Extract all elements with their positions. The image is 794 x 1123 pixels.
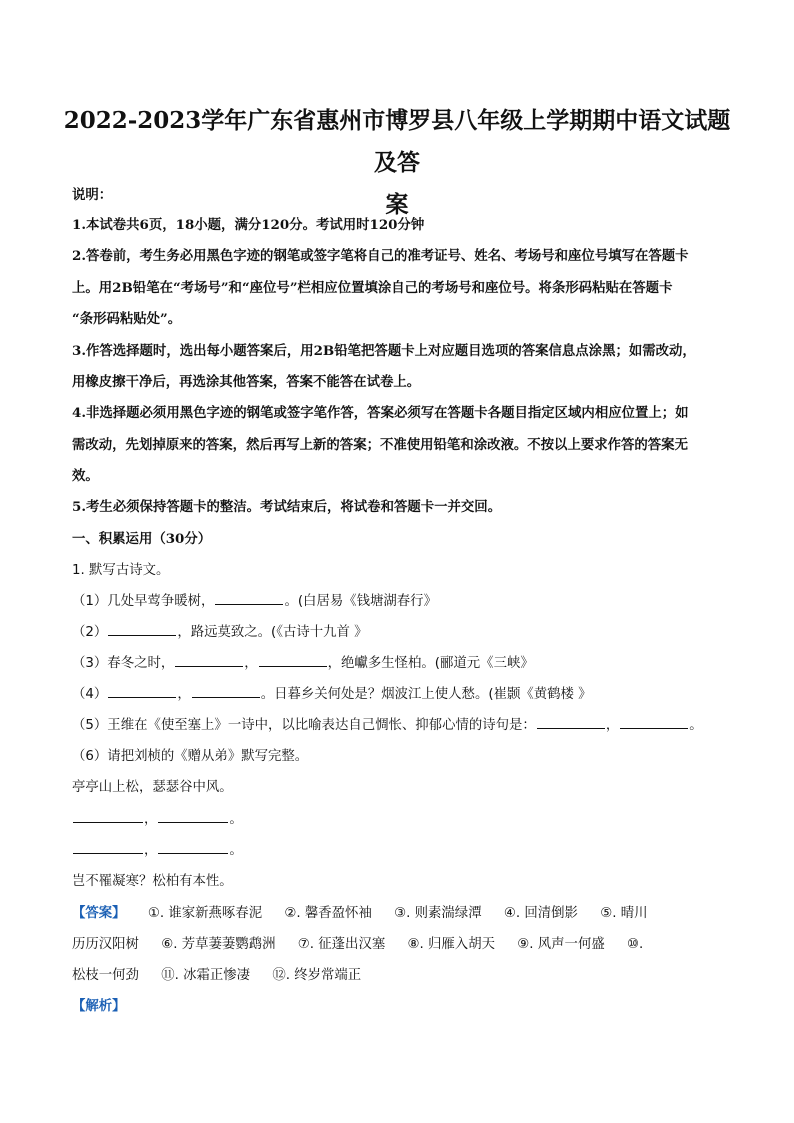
answer-item: ④. 回清倒影 (503, 906, 578, 921)
poem-line-1: 亭亭山上松，瑟瑟谷中风。 (72, 780, 233, 795)
fill-blank (73, 841, 143, 854)
fill-blank (259, 654, 327, 667)
answer-item: ①. 谁家新燕啄春泥 (147, 906, 263, 921)
blank-separator: ， (144, 843, 158, 858)
poem-blank-line-2 (72, 841, 722, 861)
fill-blank (158, 810, 228, 823)
question-1-part-5 (72, 716, 722, 736)
part-4-suffix: 。日暮乡关何处是？烟波江上使人愁。(崔颢《黄鹤楼 》 (260, 687, 592, 702)
part-5-prefix: （5）王维在《使至塞上》一诗中，以比喻表达自己惆怅、抑郁心情的诗句是： (72, 718, 536, 733)
blank-end: 。 (229, 812, 243, 827)
answer-item: ⑧. 归雁入胡天 (407, 937, 495, 952)
fill-blank (108, 623, 176, 636)
fill-blank (108, 685, 176, 698)
fill-blank (158, 841, 228, 854)
question-1-part-4 (72, 685, 722, 705)
question-1-part-6: （6）请把刘桢的《赠从弟》默写完整。 (72, 749, 309, 764)
instruction-2a: 2.答卷前，考生务必用黑色字迹的钢笔或签字笔将自己的准考证号、姓名、考场号和座位号填写在答题卡 (72, 248, 689, 264)
instruction-2b: 上。用2B铅笔在“考场号”和“座位号”栏相应位置填涂自己的考场号和座位号。将条形码粘贴在答题卡 (72, 280, 673, 296)
answer-item: ⑩. (627, 937, 644, 952)
answer-item: 松枝一何劲 (72, 968, 139, 983)
answer-item: ③. 则素湍绿潭 (394, 906, 482, 921)
part-5-separator: ， (605, 718, 620, 733)
part-1-suffix: 。(白居易《钱塘湖春行》 (284, 594, 437, 609)
part-2-prefix: （2） (72, 625, 108, 640)
answer-item: ⑨. 风声一何盛 (517, 937, 605, 952)
part-4-prefix: （4） (72, 687, 108, 702)
question-1-part-1 (72, 592, 722, 612)
answer-line-3 (72, 966, 722, 986)
part-3-suffix: ，绝巘多生怪柏。(郦道元《三峡》 (327, 656, 534, 671)
answer-line-1 (72, 904, 722, 924)
instruction-3a: 3.作答选择题时，选出每小题答案后，用2B铅笔把答题卡上对应题目选项的答案信息点涂黑；如需改动， (72, 343, 696, 359)
question-1-part-2 (72, 623, 722, 643)
answer-item: ②. 馨香盈怀袖 (284, 906, 372, 921)
title-line-1: 2022-2023学年广东省惠州市博罗县八年级上学期期中语文试题及答 (63, 107, 731, 176)
fill-blank (537, 716, 605, 729)
instruction-2c: “条形码粘贴处”。 (72, 311, 182, 327)
instruction-3b: 用橡皮擦干净后，再选涂其他答案，答案不能答在试卷上。 (72, 374, 421, 390)
answer-item: ⑥. 芳草萋萋鹦鹉洲 (161, 937, 276, 952)
answer-tag: 【答案】 (72, 906, 126, 921)
fill-blank (215, 592, 283, 605)
analysis-tag: 【解析】 (72, 999, 126, 1014)
instruction-5: 5.考生必须保持答题卡的整洁。考试结束后，将试卷和答题卡一并交回。 (72, 499, 502, 515)
question-1-part-3 (72, 654, 722, 674)
poem-blank-line-1 (72, 810, 722, 830)
instruction-4a: 4.非选择题必须用黑色字迹的钢笔或签字笔作答，答案必须写在答题卡各题目指定区域内相应位置上；如 (72, 405, 689, 421)
page-title (60, 100, 734, 226)
answer-item: ⑫. 终岁常端正 (272, 968, 362, 983)
fill-blank (175, 654, 243, 667)
blank-separator: ， (144, 812, 158, 827)
title-line-2: 案 (385, 191, 409, 218)
poem-line-last: 岂不罹凝寒？松柏有本性。 (72, 874, 233, 889)
part-3-separator: ， (244, 656, 258, 671)
section-heading: 一、积累运用（30分） (72, 531, 212, 547)
instruction-1: 1.本试卷共6页，18小题，满分120分。考试用时120分钟 (72, 217, 425, 233)
instruction-4c: 效。 (72, 468, 99, 484)
answer-item: 历历汉阳树 (72, 937, 139, 952)
answer-item: ⑪. 冰霜正惨凄 (161, 968, 251, 983)
part-1-prefix: （1）几处早莺争暖树， (72, 594, 215, 609)
answer-item: ⑤. 晴川 (600, 906, 648, 921)
instructions-heading: 说明： (72, 187, 113, 203)
part-4-separator: ， (177, 687, 191, 702)
part-5-suffix: 。 (689, 718, 703, 733)
answer-item: ⑦. 征蓬出汉塞 (297, 937, 386, 952)
question-1-stem: 1. 默写古诗文。 (72, 563, 170, 578)
answer-line-2 (72, 935, 722, 955)
part-2-suffix: ，路远莫致之。(《古诗十九首 》 (177, 625, 368, 640)
blank-end: 。 (229, 843, 243, 858)
analysis-line (72, 997, 722, 1017)
instruction-4b: 需改动，先划掉原来的答案，然后再写上新的答案；不准使用铅笔和涂改液。不按以上要求作答的答案无 (72, 437, 688, 453)
fill-blank (620, 716, 688, 729)
fill-blank (73, 810, 143, 823)
fill-blank (192, 685, 260, 698)
part-3-prefix: （3）春冬之时， (72, 656, 175, 671)
